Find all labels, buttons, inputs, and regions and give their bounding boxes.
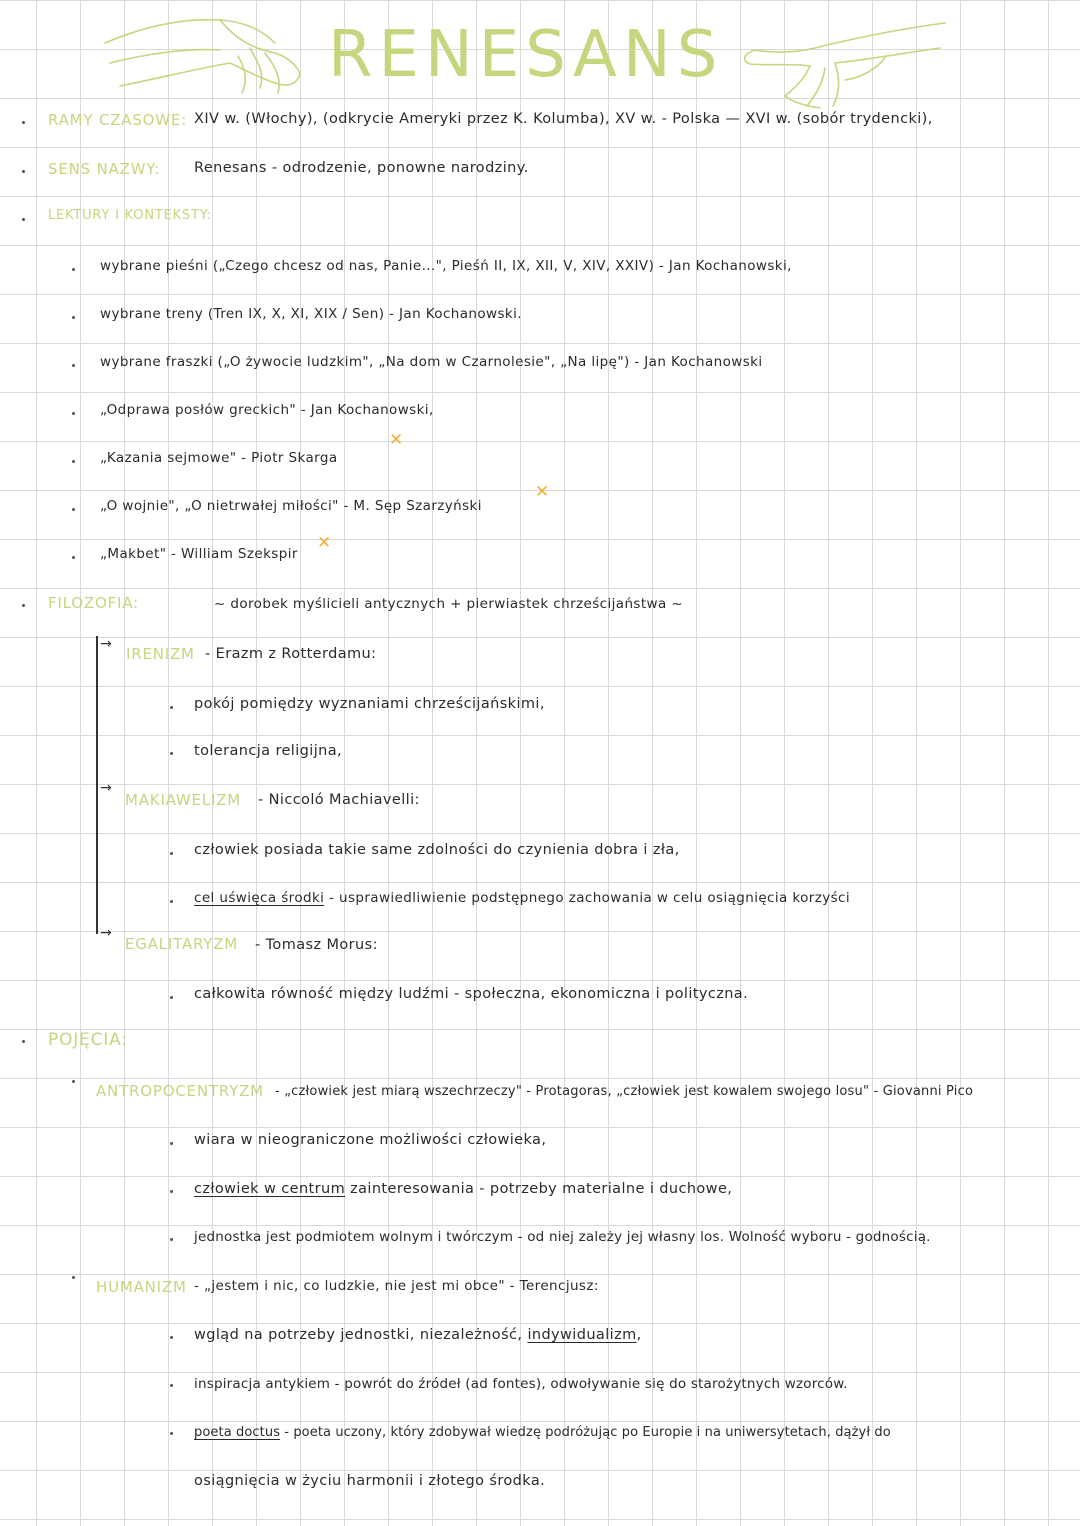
bullet bbox=[22, 604, 25, 607]
irenizm-item: tolerancja religijna, bbox=[194, 743, 343, 759]
item-rest: - usprawiedliwienie podstępnego zachowania w celu osiągnięcia korzyści bbox=[324, 890, 851, 906]
bullet bbox=[72, 508, 75, 511]
lektura-item: wybrane pieśni („Czego chcesz od nas, Panie...", Pieśń II, IX, XII, V, XIV, XXIV) - Jan Kochanowski, bbox=[100, 258, 792, 274]
bullet bbox=[72, 1276, 75, 1279]
irenizm-author: - Erazm z Rotterdamu: bbox=[205, 646, 377, 662]
tree-bracket bbox=[96, 636, 98, 934]
humanizm-quote: - „jestem i nic, co ludzkie, nie jest mi obce" - Terencjusz: bbox=[194, 1278, 599, 1294]
item-text: wgląd na potrzeby jednostki, niezależność, bbox=[194, 1327, 528, 1343]
underlined-phrase: poeta doctus bbox=[194, 1425, 281, 1440]
humanizm-item bbox=[194, 1425, 891, 1440]
egalitaryzm-item: całkowita równość między ludźmi - społeczna, ekonomiczna i polityczna. bbox=[194, 986, 749, 1002]
bullet bbox=[22, 121, 25, 124]
item-rest: , bbox=[636, 1327, 642, 1343]
arrow-right-icon: → bbox=[100, 925, 112, 941]
cross-mark-icon: ✕ bbox=[317, 533, 332, 553]
lektura-item: wybrane treny (Tren IX, X, XI, XIX / Sen) - Jan Kochanowski. bbox=[100, 306, 522, 322]
underlined-phrase: indywidualizm bbox=[527, 1327, 637, 1343]
underlined-phrase: cel uświęca środki bbox=[194, 890, 325, 906]
bullet bbox=[170, 852, 173, 855]
pojecia-label: POJĘCIA: bbox=[48, 1030, 128, 1050]
sens-label: SENS NAZWY: bbox=[48, 160, 161, 178]
irenizm-label: IRENIZM bbox=[126, 645, 195, 663]
bullet bbox=[72, 1080, 75, 1083]
humanizm-label: HUMANIZM bbox=[96, 1278, 187, 1296]
item-rest: zainteresowania - potrzeby materialne i duchowe, bbox=[345, 1181, 733, 1197]
lektura-item: wybrane fraszki („O żywocie ludzkim", „Na dom w Czarnolesie", „Na lipę") - Jan Kochanowski bbox=[100, 354, 763, 370]
bullet bbox=[72, 556, 75, 559]
humanizm-item: inspiracja antykiem - powrót do źródeł (ad fontes), odwoływanie się do starożytnych wzorców. bbox=[194, 1376, 848, 1392]
bullet bbox=[72, 412, 75, 415]
bullet bbox=[170, 752, 173, 755]
bullet bbox=[22, 218, 25, 221]
bullet bbox=[170, 1190, 173, 1193]
page-title: RENESANS bbox=[328, 18, 724, 92]
lektura-item: „Makbet" - William Szekspir bbox=[100, 546, 298, 562]
bullet bbox=[72, 316, 75, 319]
bullet bbox=[72, 460, 75, 463]
bullet bbox=[170, 1238, 173, 1241]
humanizm-item-continued: osiągnięcia w życiu harmonii i złotego środka. bbox=[194, 1473, 546, 1489]
filozofia-label: FILOZOFIA: bbox=[48, 594, 139, 612]
underlined-phrase: człowiek w centrum bbox=[194, 1181, 346, 1197]
bullet bbox=[170, 900, 173, 903]
left-hand-drawing bbox=[100, 8, 310, 103]
irenizm-item: pokój pomiędzy wyznaniami chrześcijańskimi, bbox=[194, 696, 545, 712]
cross-mark-icon: ✕ bbox=[535, 482, 550, 502]
lektura-item: „Odprawa posłów greckich" - Jan Kochanowski, bbox=[100, 402, 434, 418]
bullet bbox=[22, 1040, 25, 1043]
sens-text: Renesans - odrodzenie, ponowne narodziny. bbox=[194, 160, 529, 176]
lektura-item: „Kazania sejmowe" - Piotr Skarga bbox=[100, 450, 338, 466]
ramy-label: RAMY CZASOWE: bbox=[48, 111, 188, 129]
humanizm-item bbox=[194, 1327, 642, 1343]
ramy-text: XIV w. (Włochy), (odkrycie Ameryki przez K. Kolumba), XV w. - Polska — XVI w. (sobór trydencki), bbox=[194, 111, 933, 127]
antropocentryzm-item: jednostka jest podmiotem wolnym i twórczym - od niej zależy jej własny los. Wolność wyboru - godnością. bbox=[194, 1229, 931, 1245]
antropocentryzm-item bbox=[194, 1181, 732, 1197]
right-hand-drawing bbox=[735, 8, 950, 113]
egalitaryzm-author: - Tomasz Morus: bbox=[255, 937, 378, 953]
bullet bbox=[170, 1336, 173, 1339]
filozofia-intro: ~ dorobek myślicieli antycznych + pierwiastek chrześcijaństwa ~ bbox=[214, 596, 684, 612]
bullet bbox=[72, 268, 75, 271]
bullet bbox=[170, 1384, 173, 1387]
antropocentryzm-label: ANTROPOCENTRYZM bbox=[96, 1082, 264, 1100]
cross-mark-icon: ✕ bbox=[389, 430, 404, 450]
arrow-right-icon: → bbox=[100, 636, 112, 652]
bullet bbox=[170, 996, 173, 999]
antropocentryzm-item: wiara w nieograniczone możliwości człowieka, bbox=[194, 1132, 547, 1148]
antropocentryzm-quote: - „człowiek jest miarą wszechrzeczy" - Protagoras, „człowiek jest kowalem swojego losu" - Giovanni Pico bbox=[275, 1084, 974, 1099]
makiawelizm-label: MAKIAWELIZM bbox=[125, 791, 242, 809]
lektury-label: LEKTURY I KONTEKSTY: bbox=[48, 208, 212, 223]
makiawelizm-author: - Niccoló Machiavelli: bbox=[258, 792, 420, 808]
item-rest: - poeta uczony, który zdobywał wiedzę podróżując po Europie i na uniwersytetach, dążył do bbox=[280, 1425, 891, 1440]
bullet bbox=[170, 706, 173, 709]
bullet bbox=[170, 1142, 173, 1145]
makiawelizm-item bbox=[194, 890, 850, 906]
egalitaryzm-label: EGALITARYZM bbox=[125, 935, 239, 953]
bullet bbox=[22, 170, 25, 173]
bullet bbox=[72, 364, 75, 367]
arrow-right-icon: → bbox=[100, 780, 112, 796]
bullet bbox=[170, 1432, 173, 1435]
lektura-item: „O wojnie", „O nietrwałej miłości" - M. Sęp Szarzyński bbox=[100, 498, 482, 514]
makiawelizm-item: człowiek posiada takie same zdolności do czynienia dobra i zła, bbox=[194, 842, 680, 858]
